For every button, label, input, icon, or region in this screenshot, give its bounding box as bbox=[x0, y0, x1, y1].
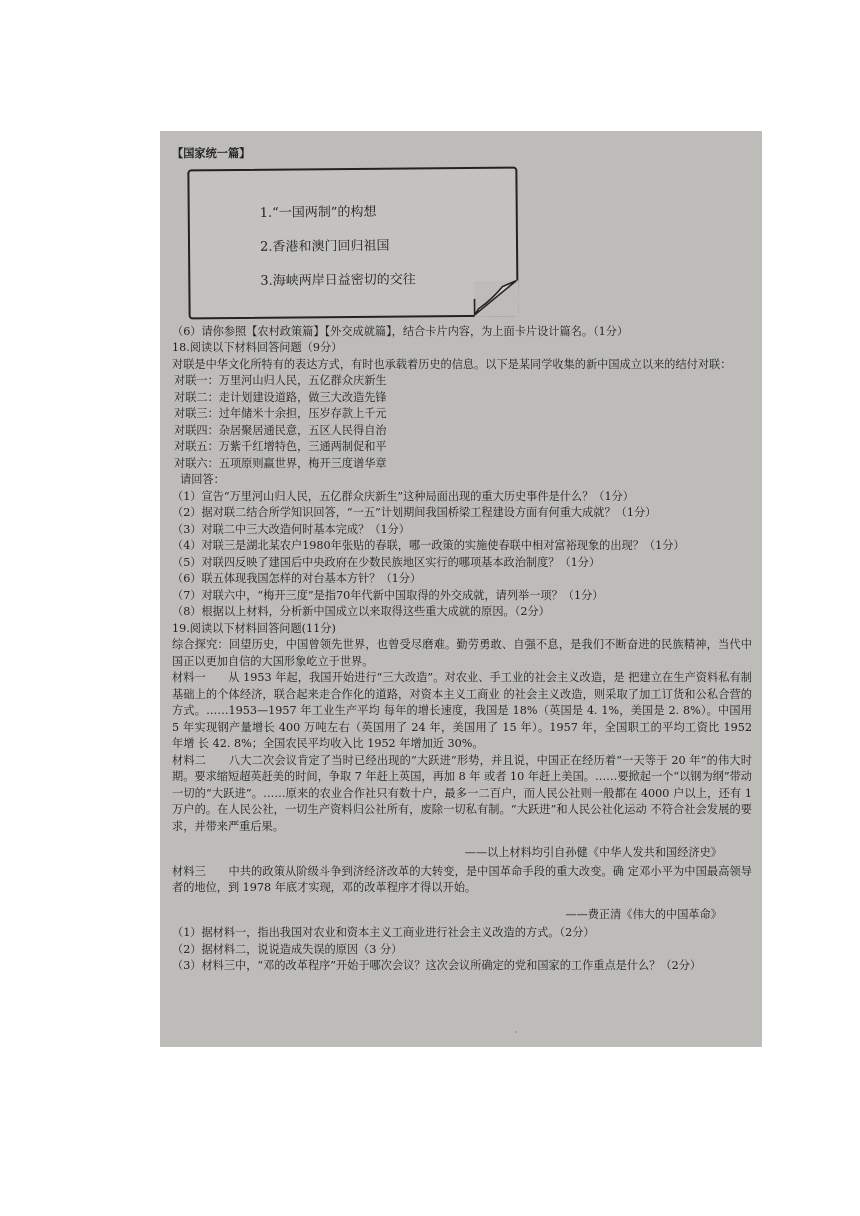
couplet-list bbox=[172, 373, 752, 472]
question: （2）据材料二，说说造成失误的原因（3 分） bbox=[172, 942, 403, 956]
q18-question-list bbox=[172, 489, 752, 621]
couplet: 对联四：杂居聚居通民意，五区人民得自治 bbox=[174, 423, 387, 437]
material-1: 材料一 从 1953 年起，我国开始进行“三大改造”。对农业、手工业的社会主义改造，是 把建立在生产资料私有制基础上的个体经济，联合起来走合作化的道路，对资本主义工商业 的社会主义改造，则采取了加工订货和公私合营的方式。……1953—1957 年工业生产平均 每年的增长速度，我国是 18%（英国是 4. 1%，美国是 2. 8%）。中国用 5 年实现钢产量增长 400 万吨左右（英国用了 24 年，美国用了 15 年）。1957 年，全国职工的平均工资比 1952 年增 长 42. 8%；全国农民平均收入比 1952 年增加近 30%。 bbox=[172, 671, 752, 750]
card-item: 3.海峡两岸日益密切的交往 bbox=[260, 271, 416, 289]
card-item: 2.香港和澳门回归祖国 bbox=[259, 238, 390, 255]
couplet: 对联六：五项原则赢世界，梅开三度谱华章 bbox=[174, 456, 387, 470]
card-item: 1.“一国两制”的构想 bbox=[259, 204, 377, 221]
q19-title: 19.阅读以下材料回答问题(11分) bbox=[172, 621, 336, 635]
scanned-exam-page bbox=[160, 131, 762, 1047]
question: （2）据对联二结合所学知识回答，“一五”计划期间我国桥梁工程建设方面有何重大成就？（1分） bbox=[172, 506, 657, 519]
question: （6）联五体现我国怎样的对台基本方针？（1分） bbox=[172, 572, 422, 585]
question: （3）对联二中三大改造何时基本完成？（1分） bbox=[172, 522, 410, 536]
q6-text: （6）请你参照【农村政策篇】【外交成就篇】，结合卡片内容，为上面卡片设计篇名。（1分） bbox=[172, 324, 629, 338]
material-3: 材料三 中共的政策从阶级斗争到济经济改革的大转变，是中国革命手段的重大改变。确 定邓小平为中国最高领导者的地位，到 1978 年底才实现，邓的改革程序才得以开始。 bbox=[172, 864, 752, 894]
topic-card bbox=[187, 166, 518, 319]
q18-intro: 对联是中华文化所特有的表达方式，有时也承载着历史的信息。以下是某同学收集的新中国成立以来的结付对联： bbox=[172, 357, 732, 371]
question: （7）对联六中，“梅开三度”是指70年代新中国取得的外交成就，请列举一项？（1分） bbox=[172, 588, 604, 602]
couplet: 对联三：过年储米十余担，压岁存款上千元 bbox=[174, 407, 387, 420]
material-2: 材料二 八大二次会议肯定了当时已经出现的“大跃进”形势，并且说，中国正在经历着“一天等于 20 年”的伟大时期。要求缩短超英赶美的时间，争取 7 年赶上英国，再加 8 年 或者 10 年赶上美国。……要掀起一个“以钢为纲”带动一切的“大跃进”。……原来的农业合作社只有数十户，最多一二百户，而人民公社则一般都在 4000 户以上，还有 1 万户的。在人民公社，一切生产资料归公社所有，废除一切私有制。“大跃进”和人民公社化运动 不符合社会发展的要求，并带来严重后果。 bbox=[172, 753, 752, 833]
question: （1）据材料一，指出我国对农业和资本主义工商业进行社会主义改造的方式。（2分） bbox=[172, 926, 595, 939]
page-curl-icon bbox=[472, 278, 518, 316]
couplet: 对联一：万里河山归人民，五亿群众庆新生 bbox=[174, 374, 387, 387]
material-source-1: ——以上材料均引自孙健《中华人发共和国经济史》 bbox=[464, 846, 722, 859]
q19-question-list bbox=[172, 925, 752, 975]
question: （4）对联三是湖北某农户1980年张贴的春联，哪一政策的实施使春联中相对富裕现象的出现？（1分） bbox=[172, 539, 685, 552]
couplet: 对联五：万紫千红增特色，三通两制促和平 bbox=[174, 440, 387, 453]
material-source-2: ——费正清《伟大的中国革命》 bbox=[565, 907, 722, 921]
scan-speck: · bbox=[515, 1027, 518, 1037]
couplet: 对联二：走计划建设道路，做三大改造先锋 bbox=[174, 390, 387, 404]
q18-title: 18.阅读以下材料回答问题（9分） bbox=[172, 341, 343, 354]
please-answer: 请回答： bbox=[180, 473, 225, 486]
section-title: 【国家统一篇】 bbox=[172, 146, 251, 160]
question: （8）根据以上材料，分析新中国成立以来取得这些重大成就的原因。（2分） bbox=[172, 605, 550, 618]
q19-intro: 综合探究：回望历史，中国曾领先世界，也曾受尽磨难。勤劳勇敢、自强不息，是我们不断奋进的民族精神，当代中国正以更加自信的大国形象屹立于世界。 bbox=[172, 638, 752, 668]
question: （3）材料三中，“邓的改革程序”开始于哪次会议？这次会议所确定的党和国家的工作重点是什么？（2分） bbox=[172, 959, 702, 972]
question: （1）宣告“万里河山归人民，五亿群众庆新生”这种局面出现的重大历史事件是什么？（1分） bbox=[172, 489, 634, 503]
question: （5）对联四反映了建国后中央政府在少数民族地区实行的哪项基本政治制度？（1分） bbox=[172, 555, 601, 569]
